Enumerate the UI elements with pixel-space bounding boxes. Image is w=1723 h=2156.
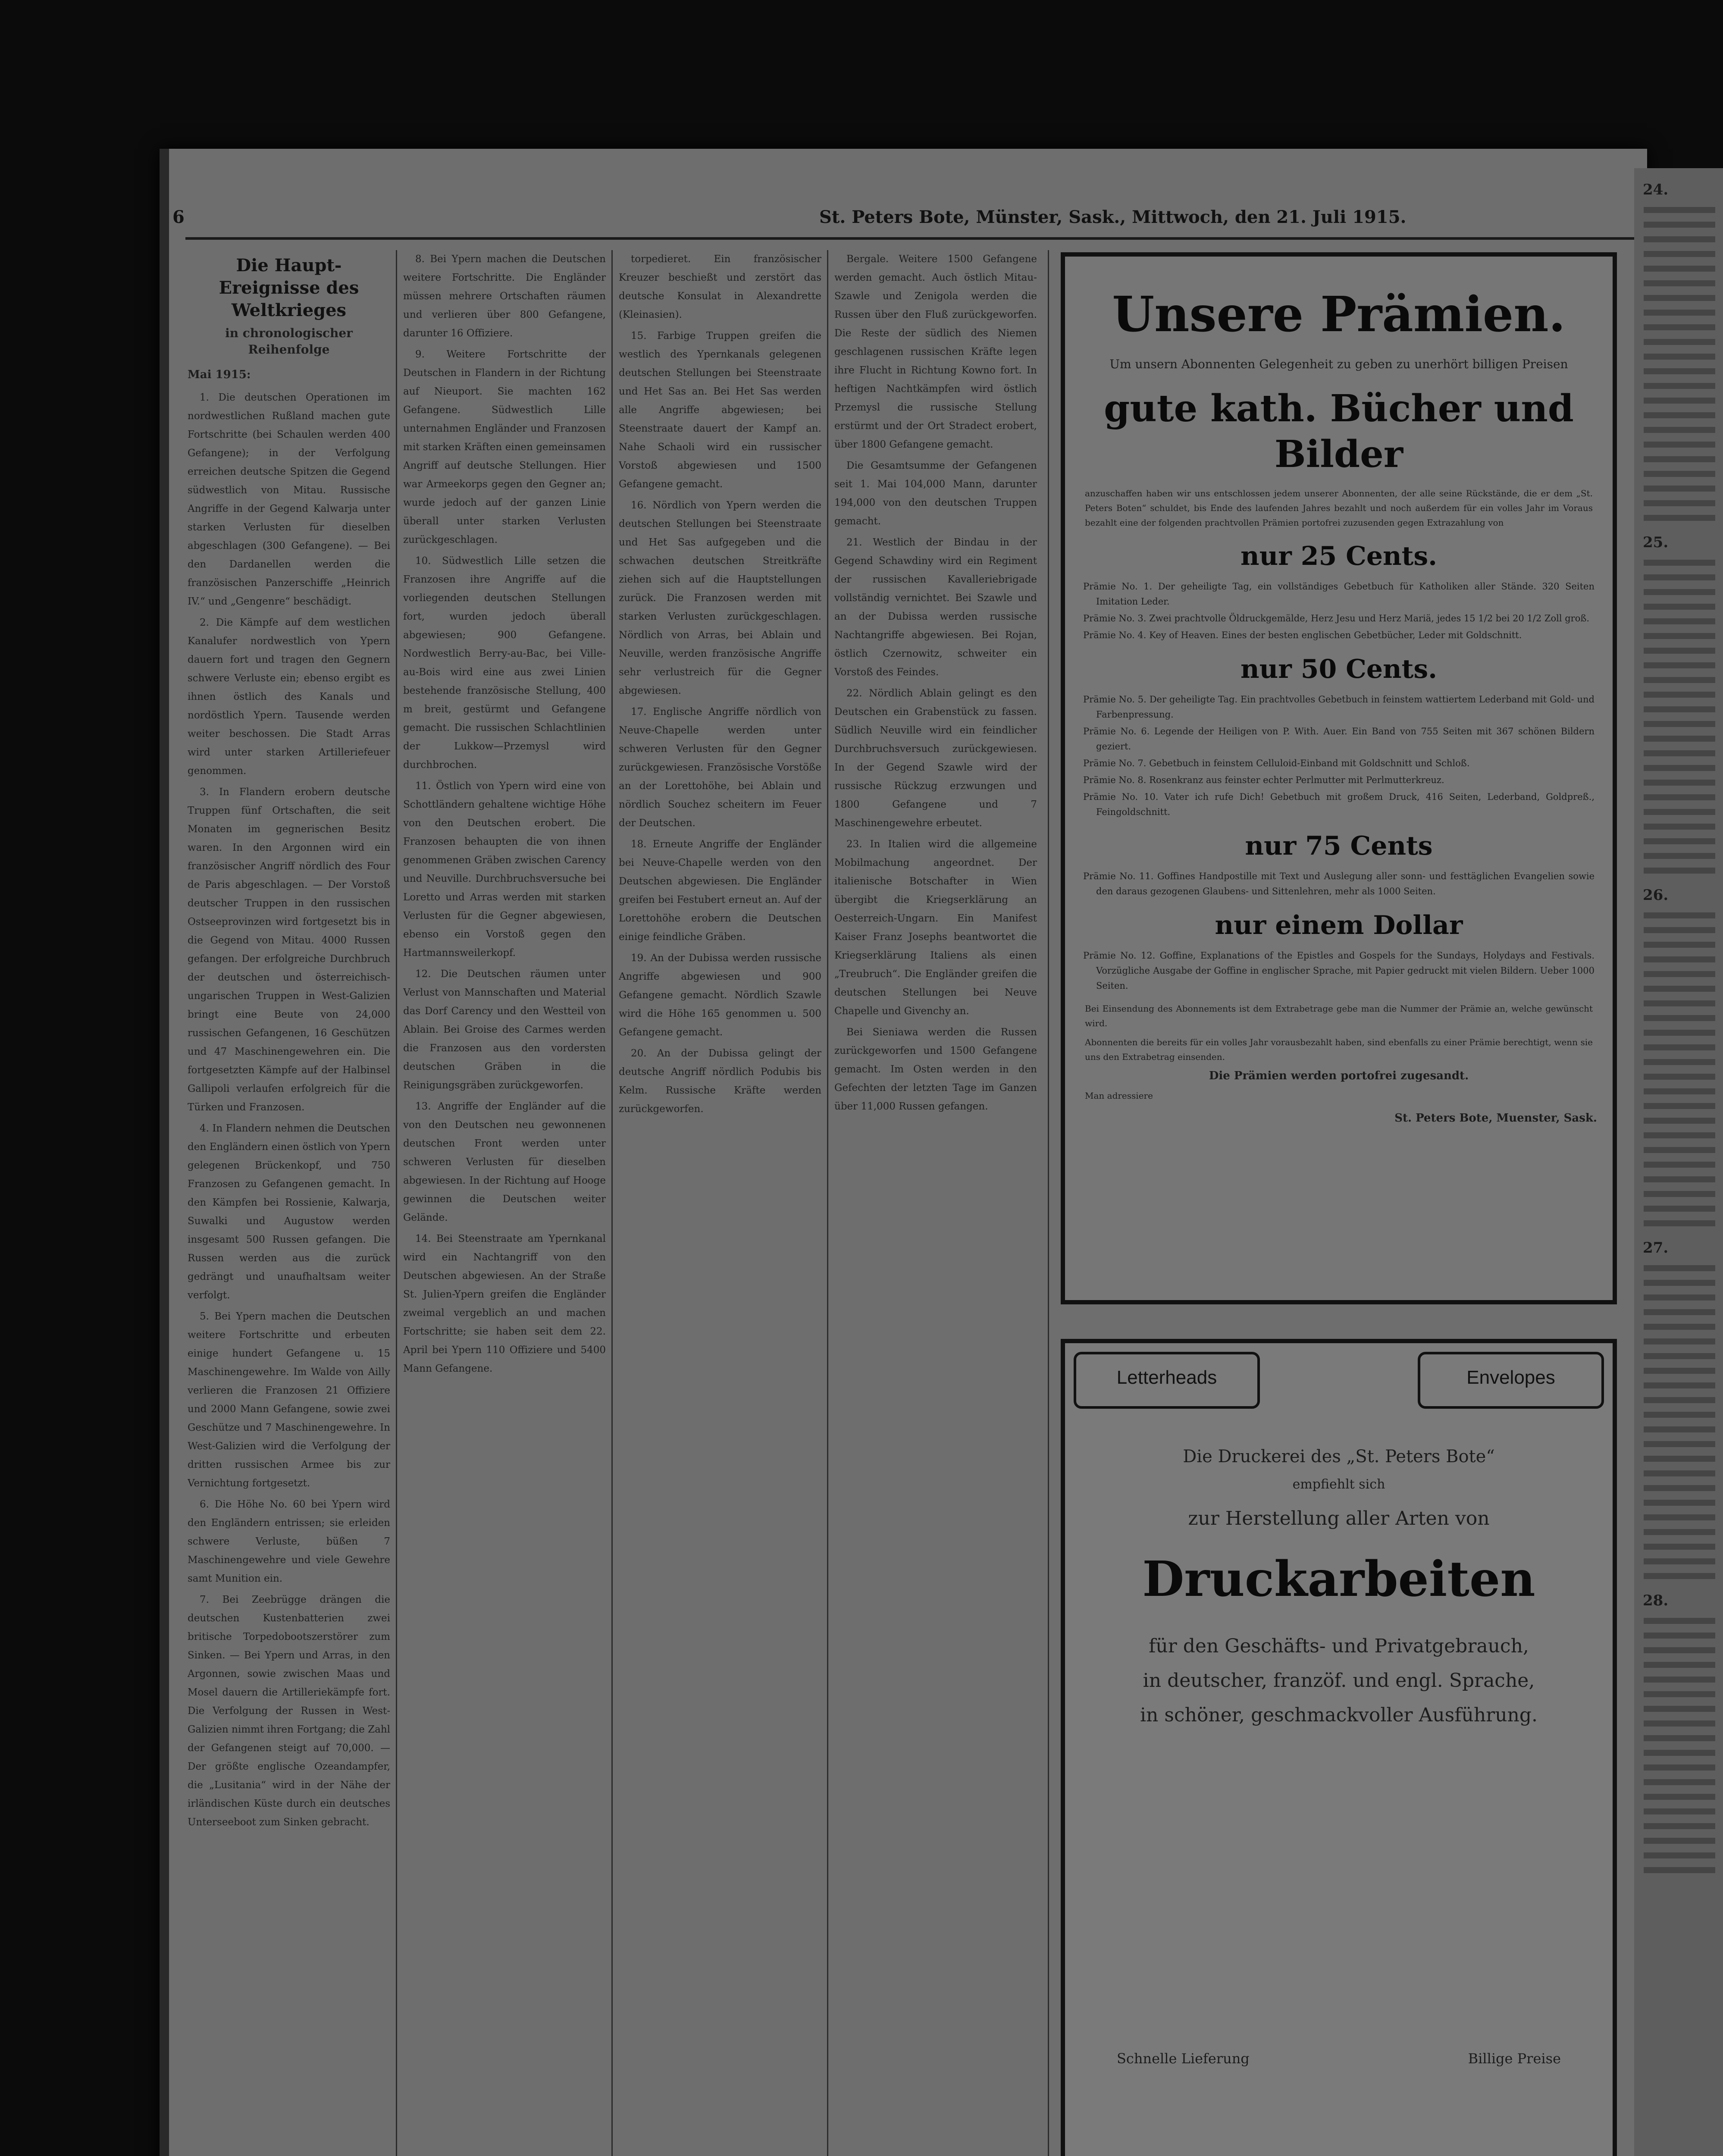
printing-ad-headline: Druckarbeiten (1142, 1551, 1535, 1608)
printing-ad-body (1091, 1447, 1587, 1733)
strip-label: 26. (1643, 887, 1669, 904)
premium-item: Prämie No. 12. Goffine, Explanations of the Epistles and Gospels for the Sundays, Holydays and Festivals. Vorzügliche Ausgabe der Goffine in englischer Sprache, mit Papier gedruckt mit vielen Bildern. Ueber 1000 Seiten. (1083, 950, 1595, 991)
premium-item: Prämie No. 6. Legende der Heiligen von P. With. Auer. Ein Band von 755 Seiten mit 367 schönen Bildern geziert. (1083, 726, 1595, 752)
paragraph: 7. Bei Zeebrügge drängen die deutschen Kustenbatterien zwei britische Torpedobootszerstörer zum Sinken. — Bei Ypern und Arras, in den Argonnen, sowie zwischen Maas und Mosel dauern die Artilleriekämpfe fort. Die Verfolgung der Russen in West-Galizien nimmt ihren Fortgang; die Zahl der Gefangenen steigt auf 70,000. — Der größte englische Ozeandampfer, die „Lusitania“ wird in der Nähe der irländischen Küste durch ein deutsches Unterseeboot zum Sinken gebracht. (188, 1594, 390, 1828)
envelopes-label: Envelopes (1418, 1352, 1604, 1409)
paragraph: 23. In Italien wird die allgemeine Mobilmachung angeordnet. Der italienische Botschafter in Wien übergibt die Kriegserklärung an Oesterreich-Ungarn. Ein Manifest Kaiser Franz Josephs beantwortet die Kriegserklärung Italiens als einen „Treubruch“. Die Engländer greifen die deutschen Stellungen bei Neuve Chapelle und Givenchy an. (834, 839, 1037, 1017)
premium-advertisement (1061, 252, 1617, 1304)
paragraph: 22. Nördlich Ablain gelingt es den Deutschen ein Grabenstück zu fassen. Südlich Neuville wird ein feindlicher Durchbruchsversuch zurückgewiesen. In der Gegend Szawle wird der russische Rückzug erzwungen und 1800 Gefangene und 7 Maschinengewehre erbeutet. (834, 688, 1037, 829)
paragraph: 17. Englische Angriffe nördlich von Neuve-Chapelle werden unter schweren Verlusten für den Gegner zurückgewiesen. Französische Vorstöße an der Lorettohöhe, bei Ablain und nördlich Souchez scheitern im Feuer der Deutschen. (619, 706, 821, 829)
premium-ad-intro: Um unsern Abonnenten Gelegenheit zu geben zu unerhört billigen Preisen (1109, 357, 1568, 371)
strip-label: 28. (1643, 1592, 1669, 1609)
paragraph: 20. An der Dubissa gelingt der deutsche Angriff nördlich Podubis bis Kelm. Russische Kräfte werden zurückgeworfen. (619, 1048, 821, 1115)
free-shipping-note: Die Prämien werden portofrei zugesandt. (1209, 1069, 1469, 1082)
paragraph: 8. Bei Ypern machen die Deutschen weitere Fortschritte. Die Engländer müssen mehrere Ortschaften räumen und verlieren über 800 Gefangene, darunter 16 Offiziere. (403, 254, 606, 339)
premium-ad-headline: gute kath. Bücher und Bilder (1104, 387, 1574, 476)
premium-item: Prämie No. 1. Der geheiligte Tag, ein vollständiges Gebetbuch für Katholiken aller Stände. 320 Seiten Imitation Leder. (1083, 581, 1595, 607)
cheap-prices-note: Billige Preise (1468, 2050, 1561, 2067)
paragraph: 15. Farbige Truppen greifen die westlich des Ypernkanals gelegenen deutschen Stellungen bei Steenstraate und Het Sas an. Bei Het Sas werden alle Angriffe abgewiesen; bei Steenstraate dauert der Kampf an. Nahe Schaoli wird ein russischer Vorstoß abgewiesen und 1500 Gefangene gemacht. (619, 330, 821, 490)
price-tier-4: nur einem Dollar (1215, 910, 1463, 940)
premium-ad-conditions: anzuschaffen haben wir uns entschlossen jedem unserer Abonnenten, der alle seine Rückstände, die er dem „St. Peters Boten“ schuldet, bis Ende des laufenden Jahres bezahlt und noch außerdem für ein volles Jahr im Voraus bezahlt eine der folgenden prachtvollen Prämien portofrei zuzusenden gegen Extrazahlung von (1085, 488, 1593, 528)
page-number: 6 (172, 207, 185, 227)
publisher-address: St. Peters Bote, Muenster, Sask. (1394, 1112, 1597, 1125)
column-divider (1048, 250, 1049, 2156)
premium-item: Prämie No. 3. Zwei prachtvolle Öldruckgemälde, Herz Jesu und Herz Mariä, jedes 15 1/2 bei 20 1/2 Zoll groß. (1083, 613, 1590, 624)
premium-item: Prämie No. 11. Goffines Handpostille mit Text und Auslegung aller sonn- und festtäglichen Evangelien sowie den daraus gezogenen Glaubens- und Sittenlehren, mehr als 1000 Seiten. (1083, 871, 1595, 896)
masthead-line: St. Peters Bote, Münster, Sask., Mittwoch, den 21. Juli 1915. (819, 207, 1407, 227)
text-lines (1634, 560, 1723, 874)
paragraph: 19. An der Dubissa werden russische Angriffe abgewiesen und 900 Gefangene gemacht. Nördlich Szawle wird die Höhe 165 genommen u. 500 Gefangene gemacht. (619, 953, 821, 1038)
article-column-1 (188, 250, 390, 2156)
paragraph: 5. Bei Ypern machen die Deutschen weitere Fortschritte und erbeuten einige hundert Gefangene u. 15 Maschinengewehre. Im Walde von Ailly verlieren die Franzosen 21 Offiziere und 2000 Mann Gefangene, sowie zwei Geschütze und 7 Maschinengewehre. In West-Galizien wird die Verfolgung der dritten russischen Armee bis zur Vernichtung fortgesetzt. (188, 1311, 390, 1489)
premium-item: Prämie No. 7. Gebetbuch in feinstem Celluloid-Einband mit Goldschnitt und Schloß. (1083, 758, 1470, 768)
price-tier-3: nur 75 Cents (1245, 831, 1433, 861)
paragraph: 12. Die Deutschen räumen unter Verlust von Mannschaften und Material das Dorf Carency und den Westteil von Ablain. Bei Groise des Carmes werden die Franzosen aus den vordersten deutschen Gräben in die Reinigungsgräben zurückgeworfen. (403, 968, 606, 1091)
text-lines (1634, 912, 1723, 1226)
article-column-4 (834, 250, 1037, 2156)
paragraph: 16. Nördlich von Ypern werden die deutschen Stellungen bei Steenstraate und Het Sas aufgegeben und die schwachen deutschen Streitkräfte ziehen sich auf die Hauptstellungen zurück. Die Franzosen werden mit starken Verlusten zurückgeschlagen. Nördlich von Arras, bei Ablain und Neuville, werden französische Angriffe sehr verlustreich für die Gegner abgewiesen. (619, 500, 821, 696)
paragraph: 2. Die Kämpfe auf dem westlichen Kanalufer nordwestlich von Ypern dauern fort und tragen den Gegnern schwere Verluste ein; ebenso ergibt es ihnen östlich des Kanals und nordöstlich Ypern. Tausende werden weiter beschossen. Die Stadt Arras wird unter starken Artilleriefeuer genommen. (188, 617, 390, 777)
premium-item: Prämie No. 8. Rosenkranz aus feinster echter Perlmutter mit Perlmutterkreuz. (1083, 775, 1444, 785)
paragraph: 3. In Flandern erobern deutsche Truppen fünf Ortschaften, die seit Monaten im gegnerischen Besitz waren. In den Argonnen wird ein französischer Angriff nördlich des Four de Paris abgeschlagen. — Der Vorstoß deutscher Truppen in den russischen Ostseeprovinzen wird fortgesetzt bis in die Gegend von Mitau. 4000 Russen gefangen. Der erfolgreiche Durchbruch der deutschen und österreichisch-ungarischen Truppen in West-Galizien bringt eine Beute von 24,000 russischen Gefangenen, 16 Geschützen und 47 Maschinengewehren ein. Die fortgesetzten Kämpfe auf der Halbinsel Gallipoli verlaufen erfolgreich für die Türken und Franzosen. (188, 787, 390, 1113)
paragraph: torpedieret. Ein französischer Kreuzer beschießt und zerstört das deutsche Konsulat in Alexandrette (Kleinasien). (619, 254, 821, 320)
column-divider (396, 250, 397, 2156)
price-tier-1: nur 25 Cents. (1240, 541, 1438, 571)
fast-delivery-note: Schnelle Lieferung (1117, 2050, 1250, 2067)
article-date: Mai 1915: (188, 368, 251, 381)
paragraph: 9. Weitere Fortschritte der Deutschen in Flandern in der Richtung auf Nieuport. Sie machten 162 Gefangene. Südwestlich Lille unternahmen Engländer und Franzosen mit starken Kräften einen gemeinsamen Angriff auf deutsche Stellungen. Hier war Armeekorps gegen den Gegner an; wurde jedoch auf der ganzen Linie überall unter starken Verlusten zurückgeschlagen. (403, 349, 606, 545)
premium-item: Prämie No. 5. Der geheiligte Tag. Ein prachtvolles Gebetbuch in feinstem wattiertem Lederband mit Gold- und Farbenpressung. (1083, 694, 1595, 720)
letterheads-label: Letterheads (1074, 1352, 1260, 1409)
paragraph: 4. In Flandern nehmen die Deutschen den Engländern einen östlich von Ypern gelegenen Brückenkopf, und 750 Franzosen zu Gefangenen gemacht. In den Kämpfen bei Rossienie, Kalwarja, Suwalki und Augustow werden insgesamt 500 Russen gefangen. Die Russen werden aus die zurück gedrängt und unaufhaltsam weiter verfolgt. (188, 1123, 390, 1301)
paragraph: 13. Angriffe der Engländer auf die von den Deutschen neu gewonnenen deutschen Front werden unter schweren Verlusten für dieselben abgewiesen. In der Richtung auf Hooge gewinnen die Deutschen weiter Gelände. (403, 1101, 606, 1223)
adjacent-page-edge (1634, 168, 1723, 2156)
article-column-3 (619, 250, 821, 2156)
premium-note: Bei Einsendung des Abonnements ist dem Extrabetrage gebe man die Nummer der Prämie an, welche gewünscht wird. (1085, 1003, 1593, 1028)
header-rule (185, 237, 1634, 240)
article-column-2 (403, 250, 606, 2156)
strip-label: 27. (1643, 1239, 1669, 1257)
text-lines (1634, 1618, 1723, 1873)
paragraph: 10. Südwestlich Lille setzen die Franzosen ihre Angriffe auf die vorliegenden deutschen Stellungen fort, wurden jedoch überall abgewiesen; 900 Gefangene. Nordwestlich Berry-au-Bac, bei Ville-au-Bois wird eine aus zwei Linien bestehende französische Stellung, 400 m breit, gestürmt und Gefangene gemacht. Die russischen Schlachtlinien der Lukkow—Przemysl wird durchbrochen. (403, 555, 606, 771)
premium-item: Prämie No. 10. Vater ich rufe Dich! Gebetbuch mit großem Druck, 416 Seiten, Lederband, Goldpreß., Feingoldschnitt. (1083, 792, 1595, 817)
article-subtitle: in chronologischer Reihenfolge (225, 326, 353, 357)
text-lines (1634, 207, 1723, 521)
premium-note: Abonnenten die bereits für ein volles Jahr vorausbezahlt haben, sind ebenfalls zu einer Prämie berechtigt, wenn sie uns den Extrabetrag einsenden. (1085, 1037, 1593, 1062)
article-title: Die Haupt-Ereignisse des Weltkrieges (219, 255, 359, 320)
paragraph: 21. Westlich der Bindau in der Gegend Schawdiny wird ein Regiment der russischen Kavalleriebrigade vollständig vernichtet. Bei Szawle und an der Dubissa werden russische Nachtangriffe abgewiesen. Bei Rojan, östlich Czernowitz, schweiter ein Vorstoß des Feindes. (834, 537, 1037, 678)
price-tier-2: nur 50 Cents. (1240, 654, 1438, 684)
paragraph: 18. Erneute Angriffe der Engländer bei Neuve-Chapelle werden von den Deutschen abgewiesen. Die Engländer greifen bei Festubert erneut an. Auf der Lorettohöhe erobern die Deutschen einige feindliche Gräben. (619, 839, 821, 943)
paragraph: Bei Sieniawa werden die Russen zurückgeworfen und 1500 Gefangene gemacht. Im Osten werden in den Gefechten der letzten Tage im Ganzen über 11,000 Russen gefangen. (834, 1027, 1037, 1112)
printing-ad-line: empfiehlt sich (1292, 1477, 1385, 1492)
printing-ad-footer (1117, 2050, 1561, 2067)
paragraph: 1. Die deutschen Operationen im nordwestlichen Rußland machen gute Fortschritte (bei Schaulen werden 400 Gefangene); in der Verfolgung erreichen deutsche Spitzen die Gegend südwestlich von Mitau. Russische Angriffe in der Gegend Kalwarja unter starken Verlusten für dieselben abgeschlagen (300 Gefangene). — Bei den Dardanellen werden die französischen Panzerschiffe „Heinrich IV.“ und „Gengenre“ beschädigt. (188, 392, 390, 607)
newspaper-page (160, 149, 1647, 2156)
paragraph: Die Gesamtsumme der Gefangenen seit 1. Mai 104,000 Mann, darunter 194,000 von den deutschen Truppen gemacht. (834, 460, 1037, 527)
address-label: Man adressiere (1085, 1091, 1153, 1101)
premium-item: Prämie No. 4. Key of Heaven. Eines der besten englischen Gebetbücher, Leder mit Goldschnitt. (1083, 630, 1522, 640)
premium-ad-title: Unsere Prämien. (1112, 286, 1566, 343)
column-divider (827, 250, 828, 2156)
column-divider (611, 250, 613, 2156)
printing-ad-line: in schöner, geschmackvoller Ausführung. (1140, 1704, 1538, 1726)
printing-ad-line: zur Herstellung aller Arten von (1188, 1507, 1490, 1529)
page-header (172, 203, 1634, 233)
paragraph: 11. Östlich von Ypern wird eine von Schottländern gehaltene wichtige Höhe von den Deutschen erobert. Die Franzosen behaupten die von ihnen genommenen Gräben zwischen Carency und Neuville. Durchbruchsversuche bei Loretto und Arras werden mit starken Verlusten für die Gegner abgewiesen, ebenso ein Vorstoß gegen den Hartmannsweilerkopf. (403, 780, 606, 959)
printing-advertisement (1061, 1339, 1617, 2156)
printing-ad-line: in deutscher, franzöf. und engl. Sprache, (1143, 1670, 1535, 1692)
printing-ad-line: Die Druckerei des „St. Peters Bote“ (1183, 1447, 1495, 1467)
paragraph: 6. Die Höhe No. 60 bei Ypern wird den Engländern entrissen; sie erleiden schwere Verluste, büßen 7 Maschinengewehre und viele Gewehre samt Munition ein. (188, 1499, 390, 1584)
paragraph: 14. Bei Steenstraate am Ypernkanal wird ein Nachtangriff von den Deutschen abgewiesen. An der Straße St. Julien-Ypern greifen die Engländer zweimal vergeblich an und machen Fortschritte; sie haben seit dem 22. April bei Ypern 110 Offiziere und 5400 Mann Gefangene. (403, 1233, 606, 1374)
text-lines (1634, 1265, 1723, 1579)
strip-label: 25. (1643, 534, 1669, 551)
printing-ad-line: für den Geschäfts- und Privatgebrauch, (1149, 1635, 1529, 1657)
strip-label: 24. (1643, 181, 1669, 198)
paragraph: Bergale. Weitere 1500 Gefangene werden gemacht. Auch östlich Mitau-Szawle und Zenigola werden die Russen über den Fluß zurückgeworfen. Die Reste der südlich des Niemen geschlagenen russischen Kräfte legen ihre Flucht in Richtung Kowno fort. In heftigen Nachtkämpfen wird östlich Przemysl die russische Stellung erstürmt und der Ort Stradect erobert, über 1800 Gefangene gemacht. (834, 254, 1037, 450)
